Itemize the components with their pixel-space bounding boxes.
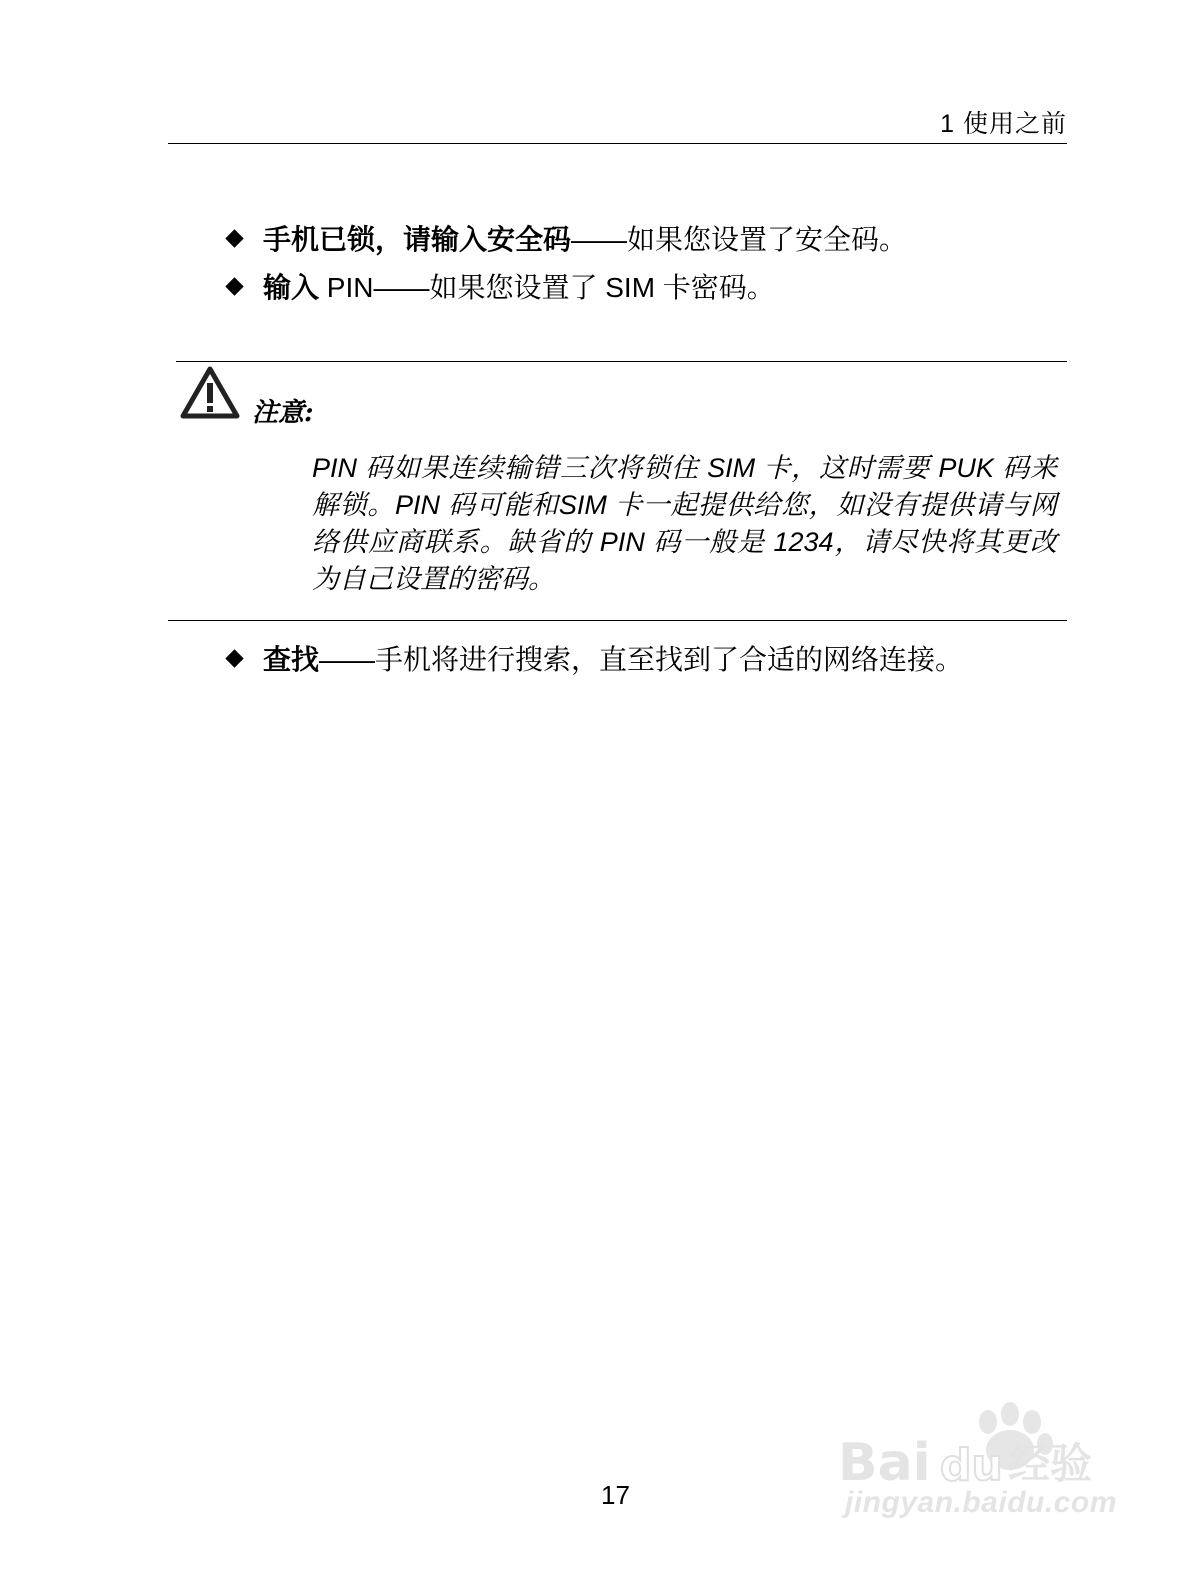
note-top-divider bbox=[176, 361, 1067, 362]
list-item-text: ——手机将进行搜索，直至找到了合适的网络连接。 bbox=[319, 644, 964, 675]
header-divider bbox=[168, 143, 1067, 144]
list-item-term: 查找 bbox=[263, 644, 320, 675]
diamond-bullet-icon bbox=[225, 649, 243, 667]
note-body: PIN 码如果连续输错三次将锁住 SIM 卡，这时需要 PUK 码来解锁。PIN 码可能和SIM 卡一起提供给您，如没有提供请与网络供应商联系。缺省的 PIN 码一般是 1234，请尽快将其更改为自己设置的密码。 bbox=[312, 453, 1057, 594]
list-item-term: 手机已锁，请输入安全码 bbox=[263, 224, 572, 255]
list-item bbox=[224, 270, 775, 306]
page-number: 17 bbox=[601, 1480, 630, 1510]
warning-triangle-icon bbox=[180, 366, 240, 420]
chapter-header: 1 使用之前 bbox=[940, 110, 1067, 138]
note-bottom-divider bbox=[168, 620, 1067, 621]
svg-text:Bai: Bai bbox=[838, 1433, 931, 1493]
list-item bbox=[224, 642, 963, 678]
svg-text:du: du bbox=[940, 1440, 1003, 1491]
list-item-text: ——如果您设置了安全码。 bbox=[571, 224, 908, 255]
list-item-text: PIN——如果您设置了 SIM 卡密码。 bbox=[319, 272, 775, 303]
svg-text:经验: 经验 bbox=[1008, 1439, 1093, 1488]
list-item-term: 输入 bbox=[263, 272, 320, 303]
note-label: 注意: bbox=[252, 398, 314, 428]
diamond-bullet-icon bbox=[225, 277, 243, 295]
diamond-bullet-icon bbox=[225, 229, 243, 247]
watermark-url: jingyan.baidu.com bbox=[845, 1486, 1117, 1519]
list-item bbox=[224, 222, 907, 258]
